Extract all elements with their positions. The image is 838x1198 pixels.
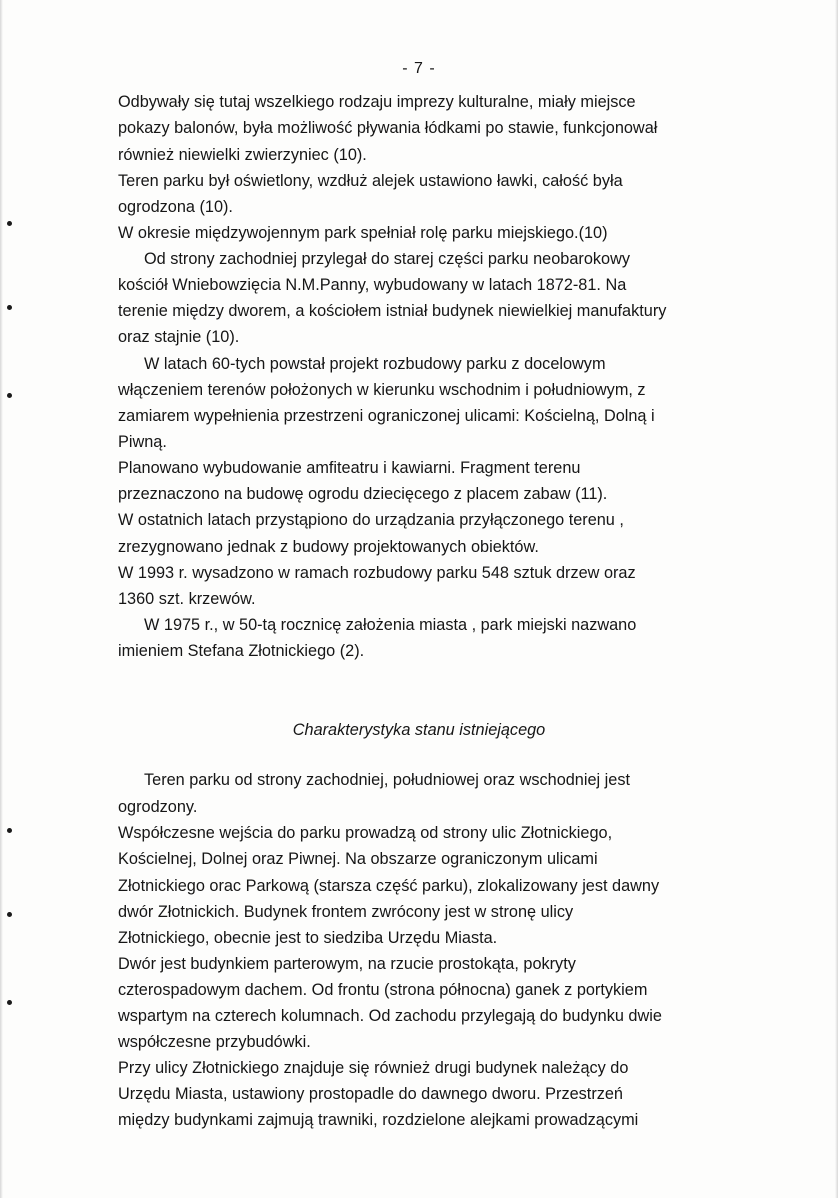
paragraph-line: zrezygnowano jednak z budowy projektowanych obiektów. (118, 538, 539, 556)
paragraph-line: Współczesne wejścia do parku prowadzą od strony ulic Złotnickiego, (118, 824, 613, 842)
paragraph-line: Dwór jest budynkiem parterowym, na rzucie prostokąta, pokryty (118, 955, 576, 973)
paragraph-line: również niewielki zwierzyniec (10). (118, 146, 367, 164)
binder-hole-mark (7, 1000, 12, 1005)
paragraph-line: ogrodzony. (118, 798, 198, 816)
paragraph-line: Teren parku był oświetlony, wzdłuż alejek ustawiono ławki, całość była (118, 172, 623, 190)
paragraph-line: Teren parku od strony zachodniej, południowej oraz wschodniej jest (144, 771, 631, 789)
binder-hole-mark (7, 305, 12, 310)
paragraph-line: współczesne przybudówki. (118, 1033, 311, 1051)
paragraph-line: W ostatnich latach przystąpiono do urządzania przyłączonego terenu , (118, 511, 624, 529)
paragraph-line: Przy ulicy Złotnickiego znajduje się również drugi budynek należący do (118, 1059, 629, 1077)
page-number: - 7 - (402, 60, 436, 77)
paragraph-line: Złotnickiego orac Parkową (starsza część parku), zlokalizowany jest dawny (118, 877, 660, 895)
paragraph-line: W 1975 r., w 50-tą rocznicę założenia miasta , park miejski nazwano (144, 616, 637, 634)
paragraph-line: Odbywały się tutaj wszelkiego rodzaju imprezy kulturalne, miały miejsce (118, 93, 636, 111)
paragraph-line: 1360 szt. krzewów. (118, 590, 256, 608)
paragraph-line: W latach 60-tych powstał projekt rozbudowy parku z docelowym (144, 355, 606, 373)
paragraph-line: Piwną. (118, 433, 167, 451)
binder-hole-mark (7, 912, 12, 917)
binder-hole-mark (7, 221, 12, 226)
paragraph-line: czterospadowym dachem. Od frontu (strona północna) ganek z portykiem (118, 981, 648, 999)
paragraph-line: W 1993 r. wysadzono w ramach rozbudowy parku 548 sztuk drzew oraz (118, 564, 636, 582)
paragraph-line: przeznaczono na budowę ogrodu dziecięcego z placem zabaw (11). (118, 485, 608, 503)
paragraph-line: Planowano wybudowanie amfiteatru i kawiarni. Fragment terenu (118, 459, 581, 477)
paragraph-line: terenie między dworem, a kościołem istniał budynek niewielkiej manufaktury (118, 302, 667, 320)
paragraph-line: Urzędu Miasta, ustawiony prostopadle do dawnego dworu. Przestrzeń (118, 1085, 623, 1103)
section-heading: Charakterystyka stanu istniejącego (292, 721, 546, 739)
paragraph-line: kościół Wniebowzięcia N.M.Panny, wybudowany w latach 1872-81. Na (118, 276, 627, 294)
binder-hole-mark (7, 393, 12, 398)
paragraph-line: Od strony zachodniej przylegał do starej części parku neobarokowy (144, 250, 630, 268)
paragraph-line: W okresie międzywojennym park spełniał rolę parku miejskiego.(10) (118, 224, 608, 242)
paragraph-line: Złotnickiego, obecnie jest to siedziba Urzędu Miasta. (118, 929, 498, 947)
binder-hole-mark (7, 828, 12, 833)
paragraph-line: Kościelnej, Dolnej oraz Piwnej. Na obszarze ograniczonym ulicami (118, 850, 598, 868)
paragraph-line: ogrodzona (10). (118, 198, 233, 216)
paragraph-line: między budynkami zajmują trawniki, rozdzielone alejkami prowadzącymi (118, 1111, 639, 1129)
paragraph-line: włączeniem terenów położonych w kierunku wschodnim i południowym, z (118, 381, 646, 399)
paragraph-line: oraz stajnie (10). (118, 328, 240, 346)
paragraph-line: pokazy balonów, była możliwość pływania łódkami po stawie, funkcjonował (118, 119, 658, 137)
scan-edge-left (0, 0, 3, 1198)
paragraph-line: dwór Złotnickich. Budynek frontem zwrócony jest w stronę ulicy (118, 903, 574, 921)
paragraph-line: imieniem Stefana Złotnickiego (2). (118, 642, 365, 660)
paragraph-line: wspartym na czterech kolumnach. Od zachodu przylegają do budynku dwie (118, 1007, 662, 1025)
paragraph-line: zamiarem wypełnienia przestrzeni ograniczonej ulicami: Kościelną, Dolną i (118, 407, 655, 425)
